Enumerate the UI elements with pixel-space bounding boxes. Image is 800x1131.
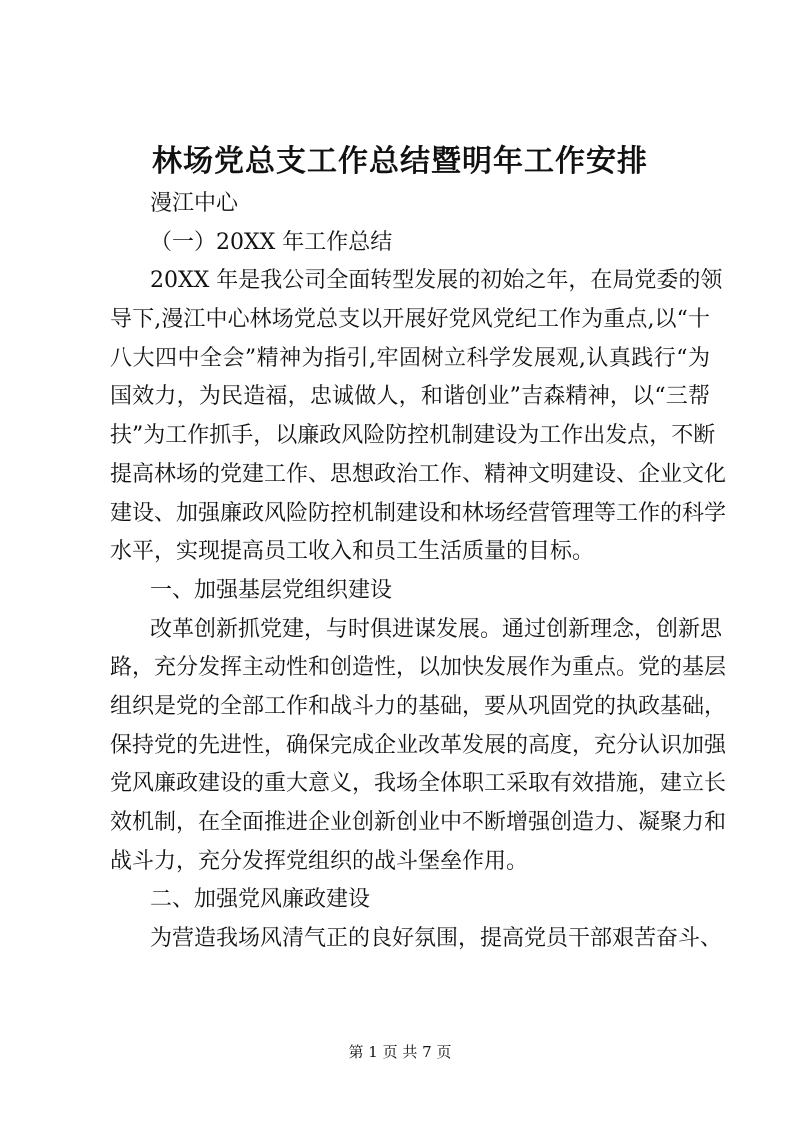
text-line: 保持党的先进性，确保完成企业改革发展的高度，充分认识加强 bbox=[110, 732, 727, 758]
text-line: 路，充分发挥主动性和创造性，以加快发展作为重点。党的基层 bbox=[110, 655, 727, 681]
text-line: 20XX 年是我公司全面转型发展的初始之年，在局党委的领 bbox=[150, 268, 723, 294]
text-line: 党风廉政建设的重大意义，我场全体职工采取有效措施，建立长 bbox=[110, 771, 727, 797]
text-line: 扶”为工作抓手，以廉政风险防控机制建设为工作出发点，不断 bbox=[110, 423, 716, 449]
text-line: 水平，实现提高员工收入和员工生活质量的目标。 bbox=[110, 539, 595, 565]
text-line: 提高林场的党建工作、思想政治工作、精神文明建设、企业文化 bbox=[110, 461, 727, 487]
text-line: 导下,漫江中心林场党总支以开展好党风党纪工作为重点,以“十 bbox=[110, 307, 710, 333]
text-line: 二、加强党风廉政建设 bbox=[150, 887, 371, 913]
text-line: 效机制，在全面推进企业创新创业中不断增强创造力、凝聚力和 bbox=[110, 810, 727, 835]
document-title: 林场党总支工作总结暨明年工作安排 bbox=[152, 144, 648, 179]
document-body bbox=[110, 185, 727, 959]
text-line: 改革创新抓党建，与时俱进谋发展。通过创新理念，创新思 bbox=[150, 616, 723, 642]
text-line: 一、加强基层党组织建设 bbox=[150, 577, 393, 603]
text-line: 组织是党的全部工作和战斗力的基础，要从巩固党的执政基础， bbox=[110, 693, 727, 719]
text-line: 建设、加强廉政风险防控机制建设和林场经营管理等工作的科学 bbox=[110, 500, 727, 526]
text-line: 战斗力，充分发挥党组织的战斗堡垒作用。 bbox=[110, 848, 529, 874]
page-footer: 第 1 页 共 7 页 bbox=[348, 1043, 452, 1061]
text-line: （一）20XX 年工作总结 bbox=[150, 229, 393, 255]
text-line: 为营造我场风清气正的良好氛围，提高党员干部艰苦奋斗、 bbox=[150, 926, 723, 952]
text-line: 八大四中全会”精神为指引,牢固树立科学发展观,认真践行“为 bbox=[110, 345, 710, 371]
text-line: 漫江中心 bbox=[150, 191, 239, 216]
text-line: 国效力，为民造福，忠诚做人，和谐创业”吉森精神，以“三帮 bbox=[110, 384, 710, 410]
